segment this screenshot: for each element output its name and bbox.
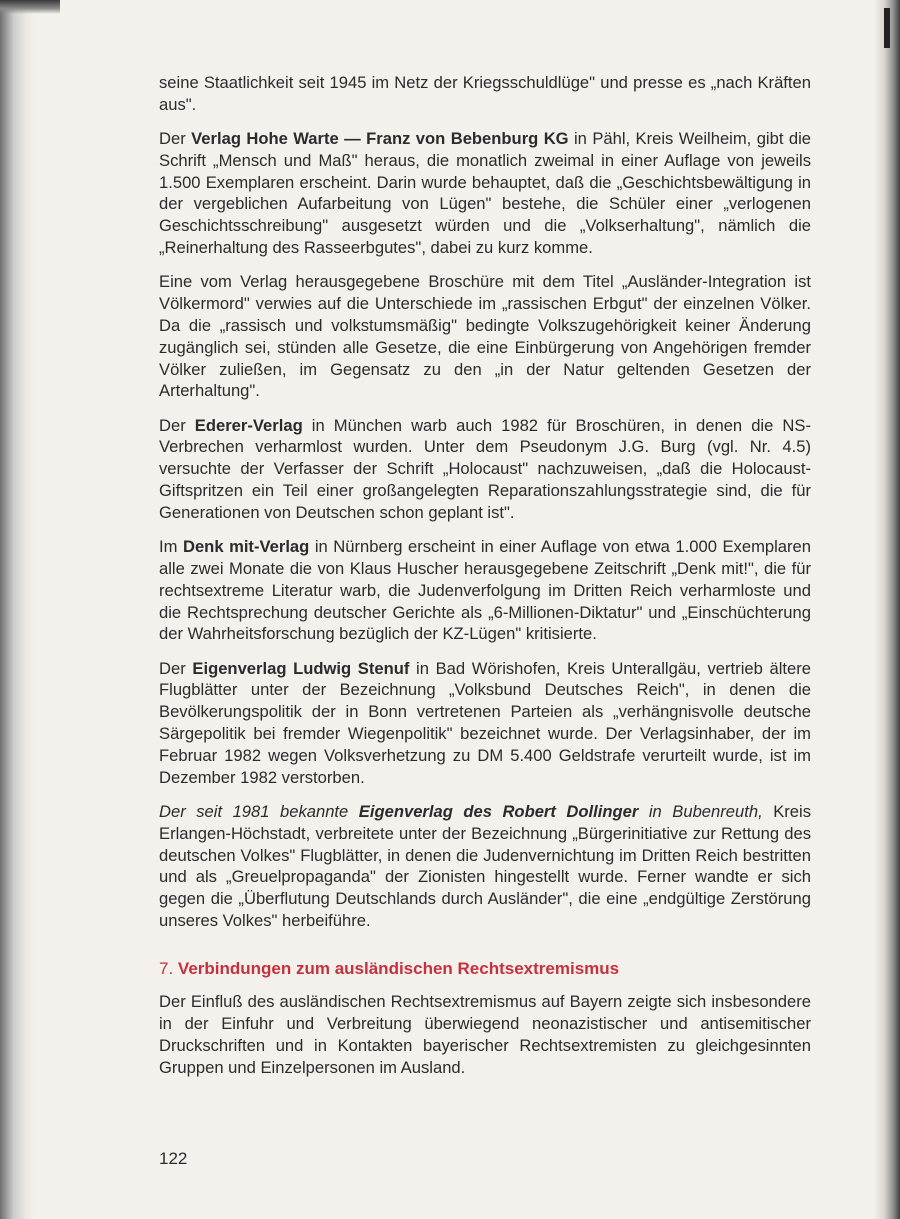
- paragraph-text: Der: [159, 658, 193, 678]
- paragraph-text: Der: [159, 129, 192, 149]
- section-paragraph: Der Einfluß des ausländischen Rechtsextremismus auf Bayern zeigte sich insbesondere in der Einfuhr und Verbreitung überwiegend neonazistischer und antisemitischer Druckschriften und in Kontakten bayerischer Rechtsextremisten zu gleichgesinnten Gruppen und Einzelpersonen im Ausland.: [159, 992, 811, 1077]
- paragraph-text: Eine vom Verlag herausgegebene Broschüre mit dem Titel „Ausländer-Integration ist Völkermord" verwies auf die Unterschiede im „rassischen Erbgut" der einzelnen Völker. Da die „rassisch und volkstumsmäßig" bedingte Volkszugehörigkeit keiner Änderung zugänglich sei, stünden alle Gesetze, die eine Einbürgerung von Angehörigen fremder Völker zuließen, im Gegensatz zu den „in der Natur geltenden Gesetzen der Arterhaltung".: [159, 272, 811, 401]
- page-edge-mark: [884, 8, 890, 48]
- paragraph: [159, 128, 811, 259]
- paragraph-text: Der: [159, 415, 195, 435]
- paragraph-text: seine Staatlichkeit seit 1945 im Netz der Kriegsschuldlüge" und presse es „nach Kräften aus".: [159, 73, 811, 114]
- page-right-edge: [874, 0, 900, 1219]
- paragraph-text: in Pähl, Kreis Weilheim, gibt die Schrift „Mensch und Maß" heraus, die monatlich zweimal in einer Auflage von jeweils 1.500 Exemplaren erscheint. Darin wurde behauptet, daß die „Geschichtsbewältigung in der vergeblichen Aufarbeitung von Lügen" bestehe, die Schüler einer „verlogenen Geschichtsschreibung" ausgesetzt würden und die „Volkserhaltung", nämlich die „Reinerhaltung des Rasseerbgutes", dabei zu kurz komme.: [159, 129, 811, 258]
- paragraph: [159, 271, 811, 402]
- paragraph-list: [159, 72, 811, 932]
- book-binding-shadow: [0, 0, 34, 1219]
- paragraph: [159, 72, 811, 116]
- paragraph-text: Der seit 1981 bekannte: [159, 801, 359, 821]
- paragraph-text: in Bad Wörishofen, Kreis Unterallgäu, vertrieb ältere Flugblätter unter der Bezeichnung „Volksbund Deutsches Reich", in denen die Bevölkerungspolitik der in Bonn vertretenen Parteien als „verhängnisvolle deutsche Särgepolitik bei fremder Wiegenpolitik" bezeichnet wurde. Der Verlagsinhaber, der im Februar 1982 wegen Volksverhetzung zu DM 5.400 Geldstrafe verurteilt wurde, ist im Dezember 1982 verstorben.: [159, 658, 811, 787]
- publisher-name: Ederer-Verlag: [194, 415, 303, 435]
- paragraph: [159, 801, 811, 932]
- page-body: [159, 72, 811, 1091]
- publisher-name: Eigenverlag Ludwig Stenuf: [192, 658, 410, 678]
- section-number: 7.: [159, 958, 174, 978]
- paragraph: [159, 415, 811, 524]
- paragraph-text: in Bubenreuth,: [638, 801, 763, 821]
- paragraph-text: in München warb auch 1982 für Broschüren, in denen die NS-Verbrechen verharmlost wurden. Unter dem Pseudonym J.G. Burg (vgl. Nr. 4.5) versuchte der Verfasser der Schrift „Holocaust" nachzuweisen, „daß die Holocaust-Giftspritzen ein Teil einer großangelegten Reparationszahlungsstrategie sind, die für Generationen von Deutschen schon geplant ist".: [159, 415, 811, 522]
- section-title: Verbindungen zum ausländischen Rechtsextremismus: [177, 958, 620, 978]
- publisher-name: Eigenverlag des Robert Dollinger: [358, 801, 639, 821]
- paragraph: [159, 536, 811, 645]
- paragraph-text: Im: [159, 537, 183, 557]
- section-heading: [159, 958, 811, 980]
- paragraph: [159, 658, 811, 789]
- binding-top-shadow: [0, 0, 60, 14]
- page-number: 122: [159, 1149, 188, 1168]
- paragraph-text: Kreis Erlangen-Höchstadt, verbreitete unter der Bezeichnung „Bürgerinitiative zur Rettung des deutschen Volkes" Flugblätter, in denen die Judenvernichtung im Dritten Reich bestritten und als „Greuelpropaganda" der Zionisten hingestellt wurde. Ferner wandte er sich gegen die „Überflutung Deutschlands durch Ausländer", die eine „endgültige Zerstörung unseres Volkes" herbeiführe.: [159, 801, 811, 930]
- publisher-name: Verlag Hohe Warte — Franz von Bebenburg KG: [191, 129, 569, 149]
- paragraph-text: in Nürnberg erscheint in einer Auflage von etwa 1.000 Exemplaren alle zwei Monate die von Klaus Huscher herausgegebene Zeitschrift „Denk mit!", die für rechtsextreme Literatur warb, die Judenverfolgung im Dritten Reich verharmloste und die Rechtsprechung deutscher Gerichte als „6-Millionen-Diktatur" und „Einschüchterung der Wahrheitsforschung bezüglich der KZ-Lügen" kritisierte.: [159, 537, 812, 644]
- publisher-name: Denk mit-Verlag: [182, 537, 310, 557]
